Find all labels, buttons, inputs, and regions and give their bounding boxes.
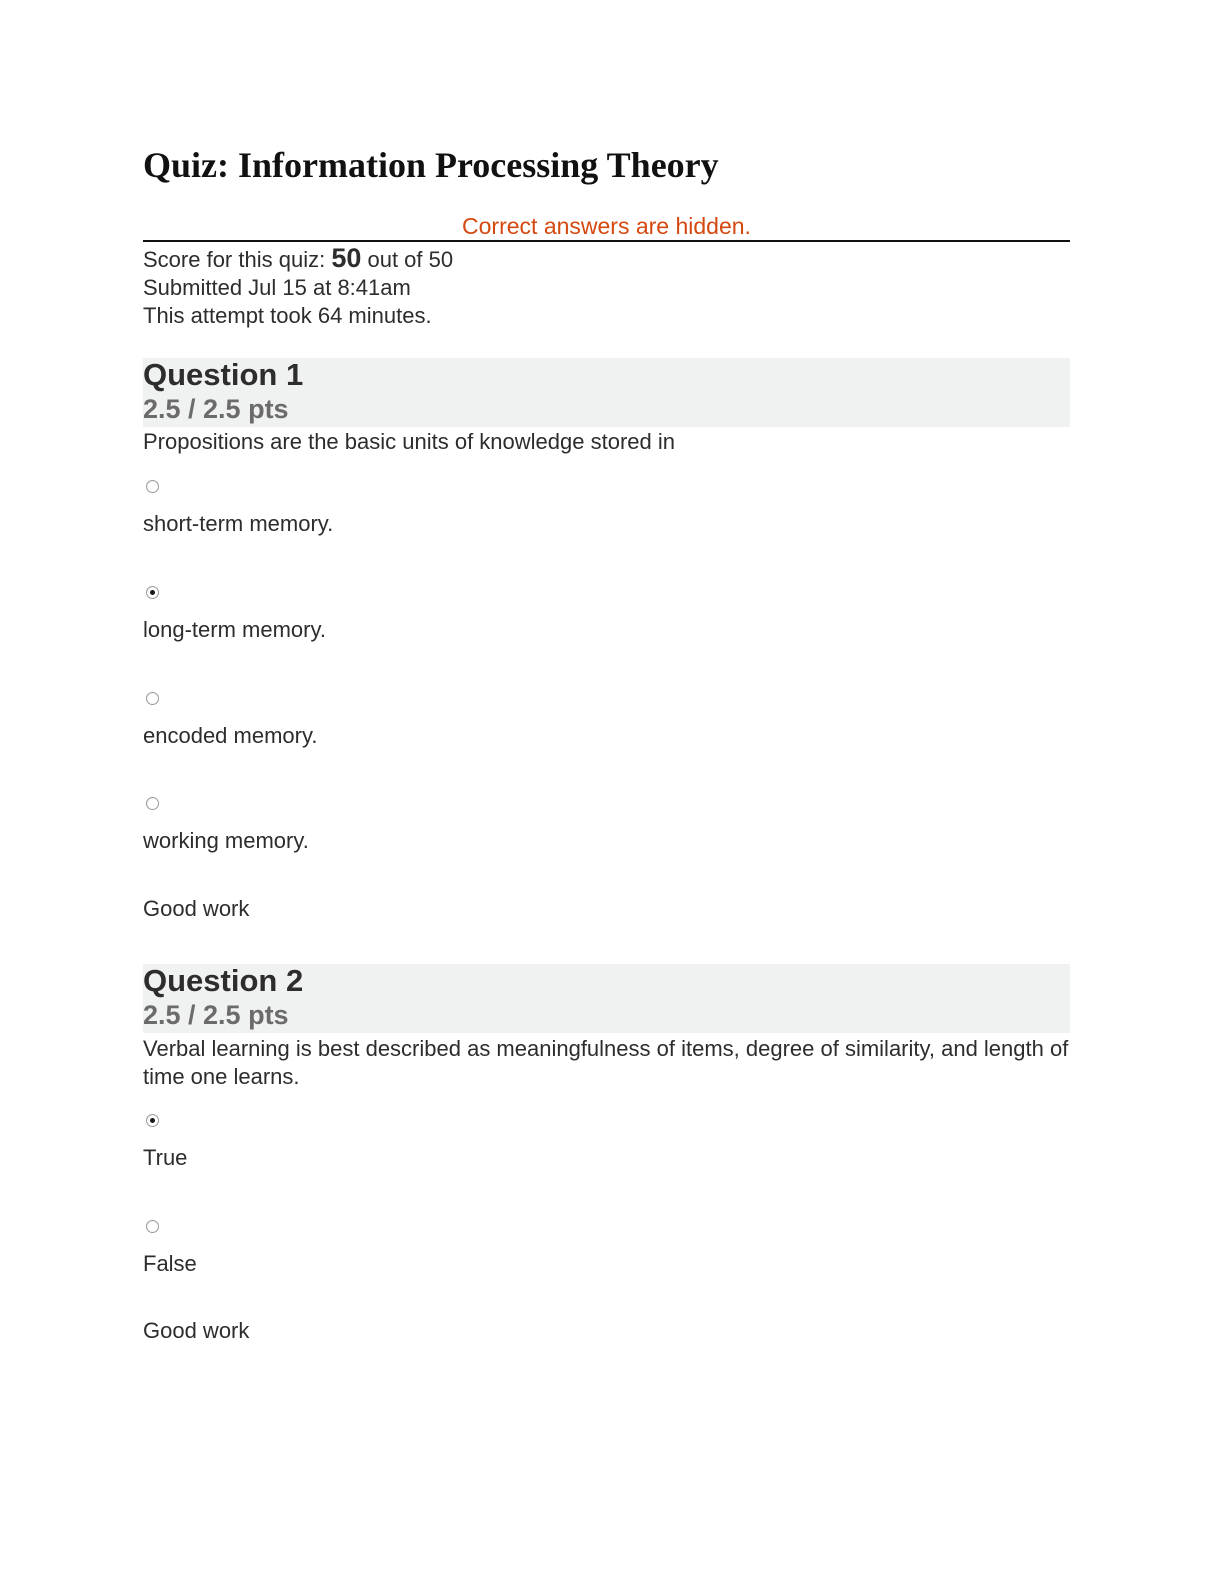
- page-title: Quiz: Information Processing Theory: [143, 145, 719, 185]
- divider: [143, 240, 1070, 242]
- question-2-feedback: Good work: [143, 1318, 250, 1343]
- score-prefix: Score for this quiz:: [143, 247, 332, 272]
- score-suffix: out of 50: [361, 247, 454, 272]
- hidden-answers-notice: Correct answers are hidden.: [462, 213, 751, 239]
- radio-checked-icon[interactable]: [146, 1114, 159, 1127]
- score-line: [143, 244, 453, 274]
- answer-option[interactable]: encoded memory.: [143, 723, 318, 748]
- question-1-points: 2.5 / 2.5 pts: [143, 394, 289, 424]
- question-1-title: Question 1: [143, 357, 304, 392]
- question-2-points: 2.5 / 2.5 pts: [143, 1000, 289, 1030]
- answer-option[interactable]: long-term memory.: [143, 617, 326, 642]
- radio-unchecked-icon[interactable]: [146, 1220, 159, 1233]
- quiz-summary: [143, 244, 453, 330]
- answer-option[interactable]: False: [143, 1251, 197, 1276]
- question-2-title: Question 2: [143, 963, 304, 998]
- question-1-header: [143, 358, 1070, 427]
- radio-checked-icon[interactable]: [146, 586, 159, 599]
- answer-option[interactable]: working memory.: [143, 828, 309, 853]
- answer-option[interactable]: True: [143, 1145, 188, 1170]
- score-value: 50: [331, 243, 362, 273]
- question-2-header: [143, 964, 1070, 1033]
- radio-unchecked-icon[interactable]: [146, 797, 159, 810]
- question-1-feedback: Good work: [143, 896, 250, 921]
- radio-unchecked-icon[interactable]: [146, 480, 159, 493]
- answer-option[interactable]: short-term memory.: [143, 511, 334, 536]
- radio-unchecked-icon[interactable]: [146, 692, 159, 705]
- question-1-text: Propositions are the basic units of knowledge stored in: [143, 429, 675, 454]
- question-2-text: Verbal learning is best described as meaningfulness of items, degree of similarity, and length of time one learns.: [143, 1036, 1069, 1089]
- attempt-duration: This attempt took 64 minutes.: [143, 303, 432, 328]
- submitted-time: Submitted Jul 15 at 8:41am: [143, 275, 411, 300]
